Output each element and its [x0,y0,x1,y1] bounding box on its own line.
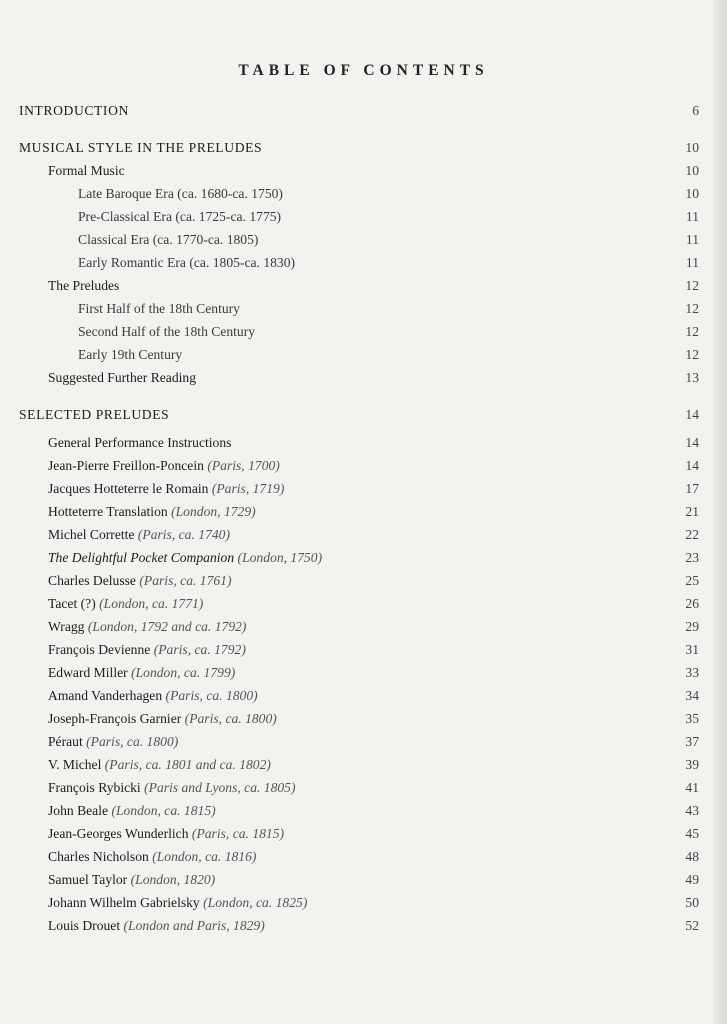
toc-entry [0,297,727,320]
toc-entry-label: Early Romantic Era (ca. 1805-ca. 1830) [78,255,296,270]
toc-entry-label [48,730,178,753]
toc-entry-location: (London, ca. 1816) [152,849,257,864]
toc-entry-location: (London and Paris, 1829) [123,918,265,933]
toc-entry-label [48,546,322,569]
toc-entry [0,592,727,615]
toc-entry-page: 12 [685,301,699,316]
toc-entry-label: Second Half of the 18th Century [78,324,256,339]
toc-entry-name: Louis Drouet [48,918,121,933]
toc-entry [0,868,727,891]
table-of-contents [0,99,727,937]
toc-entry-page: 34 [685,688,699,703]
toc-entry-label: The Preludes [48,278,120,293]
toc-entry-label: Classical Era (ca. 1770-ca. 1805) [78,232,259,247]
toc-entry-page: 29 [685,619,699,634]
toc-entry [0,159,727,182]
toc-entry-label [48,707,277,730]
toc-entry-location: (Paris, ca. 1800) [165,688,258,703]
toc-entry-page: 12 [685,324,699,339]
toc-entry-location: (Paris, 1700) [207,458,280,473]
toc-entry [0,546,727,569]
toc-entry-label [48,845,256,868]
toc-entry-name: Edward Miller [48,665,128,680]
toc-entry-label: Early 19th Century [78,347,183,362]
toc-entry-label [48,477,284,500]
toc-entry-name: Charles Nicholson [48,849,149,864]
toc-entry [0,205,727,228]
toc-entry-label: Suggested Further Reading [48,370,196,385]
toc-entry-name: Jean-Georges Wunderlich [48,826,189,841]
toc-entry-location: (London, ca. 1771) [99,596,204,611]
toc-entry-label: Formal Music [48,163,125,178]
toc-entry-location: (London, ca. 1799) [131,665,236,680]
toc-entry-label [48,868,215,891]
toc-entry [0,615,727,638]
toc-entry-page: 13 [685,370,699,385]
toc-entry-page: 21 [685,504,699,519]
toc-entry-name: Amand Vanderhagen [48,688,163,703]
toc-entry-name: Jean-Pierre Freillon-Poncein [48,458,204,473]
toc-entry-label [48,776,296,799]
toc-entry-name: V. Michel [48,757,102,772]
toc-entry-location: (Paris, ca. 1800) [184,711,277,726]
toc-entry [0,845,727,868]
toc-entry-label [48,661,235,684]
toc-entry-page: 14 [685,435,699,450]
toc-entry-name: Tacet (?) [48,596,96,611]
toc-entry [0,228,727,251]
toc-entry-label: MUSICAL STYLE IN THE PRELUDES [19,140,263,155]
toc-entry-page: 26 [685,596,699,611]
toc-entry-page: 11 [685,232,699,247]
toc-entry [0,251,727,274]
toc-entry-location: (Paris, ca. 1800) [86,734,179,749]
toc-entry [0,684,727,707]
toc-entry-location: (Paris, 1719) [211,481,285,496]
toc-entry-page: 10 [685,163,699,178]
toc-entry-label: Pre-Classical Era (ca. 1725-ca. 1775) [78,209,282,224]
toc-entry-page: 12 [685,347,699,362]
toc-entry-page: 11 [685,255,699,270]
toc-entry-name: Péraut [48,734,83,749]
toc-entry-label [48,454,280,477]
toc-entry-label: First Half of the 18th Century [78,301,240,316]
page-title: TABLE OF CONTENTS [238,62,489,79]
toc-entry [0,477,727,500]
toc-entry-name: Johann Wilhelm Gabrielsky [48,895,200,910]
toc-entry-label [48,523,230,546]
toc-entry-location: (London, 1729) [171,504,256,519]
toc-entry-page: 22 [685,527,699,542]
toc-entry [0,707,727,730]
toc-entry [0,136,727,159]
toc-entry-location: (London, ca. 1825) [203,895,308,910]
toc-entry [0,99,727,122]
toc-entry-page: 23 [685,550,699,565]
toc-entry-name: Michel Corrette [48,527,135,542]
toc-entry [0,343,727,366]
toc-entry-label: Late Baroque Era (ca. 1680-ca. 1750) [78,186,283,201]
toc-entry [0,274,727,297]
toc-entry-label: SELECTED PRELUDES [19,407,170,422]
toc-entry-location: (Paris, ca. 1740) [137,527,230,542]
toc-entry-name: John Beale [48,803,109,818]
toc-entry-page: 17 [685,481,699,496]
toc-entry-name: Charles Delusse [48,573,136,588]
toc-entry-label [48,753,271,776]
toc-entry-location: (London, ca. 1815) [111,803,216,818]
toc-entry [0,569,727,592]
toc-entry-name: François Devienne [48,642,151,657]
toc-entry-name: Joseph-François Garnier [48,711,182,726]
toc-entry-location: (London, 1792 and ca. 1792) [87,619,247,634]
toc-entry-label [48,684,258,707]
toc-entry-page: 48 [685,849,699,864]
toc-entry-page: 6 [692,103,699,118]
toc-entry-location: (Paris, ca. 1801 and ca. 1802) [104,757,271,772]
toc-entry-location: (Paris, ca. 1761) [139,573,232,588]
toc-entry-page: 39 [685,757,699,772]
toc-entry [0,454,727,477]
toc-entry-page: 50 [685,895,699,910]
toc-entry-page: 43 [685,803,699,818]
toc-entry-location: (Paris, ca. 1815) [191,826,285,841]
toc-entry [0,730,727,753]
toc-entry-page: 14 [685,458,699,473]
toc-entry-location: (Paris, ca. 1792) [153,642,246,657]
toc-entry [0,182,727,205]
toc-entry-name: Wragg [48,619,85,634]
toc-entry-label [48,638,246,661]
toc-entry-label [48,914,265,937]
toc-entry-label: INTRODUCTION [19,103,129,118]
toc-entry-name: Samuel Taylor [48,872,128,887]
toc-entry [0,523,727,546]
toc-entry [0,799,727,822]
toc-entry-label [48,799,216,822]
toc-entry [0,431,727,454]
toc-entry-page: 41 [685,780,699,795]
toc-entry-page: 49 [685,872,699,887]
toc-entry-label [48,891,307,914]
toc-entry [0,320,727,343]
toc-entry-location: (London, 1820) [130,872,216,887]
toc-entry-page: 14 [685,407,699,422]
toc-entry-page: 31 [685,642,699,657]
toc-entry-page: 10 [685,186,699,201]
toc-entry-page: 45 [685,826,699,841]
toc-entry-name: François Rybicki [48,780,141,795]
toc-entry-label [48,615,246,638]
toc-entry [0,891,727,914]
toc-entry-name: The Delightful Pocket Companion [48,550,235,565]
toc-entry [0,366,727,389]
toc-entry-location: (London, 1750) [237,550,323,565]
toc-entry [0,753,727,776]
toc-entry-label [48,500,256,523]
toc-entry-page: 11 [685,209,699,224]
toc-entry-page: 35 [685,711,699,726]
toc-entry-page: 12 [685,278,699,293]
toc-entry-label [48,822,284,845]
toc-entry [0,403,727,426]
toc-entry-page: 25 [685,573,699,588]
toc-entry [0,661,727,684]
toc-entry-name: Hotteterre Translation [48,504,168,519]
toc-entry-page: 37 [685,734,699,749]
toc-entry-page: 10 [685,140,699,155]
toc-entry [0,822,727,845]
toc-entry-label [48,569,232,592]
toc-entry-label [48,592,203,615]
toc-entry [0,776,727,799]
toc-entry-name: Jacques Hotteterre le Romain [48,481,209,496]
toc-entry-page: 33 [685,665,699,680]
toc-entry [0,500,727,523]
toc-entry-label: General Performance Instructions [48,435,232,450]
toc-entry-page: 52 [685,918,699,933]
toc-entry-location: (Paris and Lyons, ca. 1805) [144,780,296,795]
toc-entry [0,638,727,661]
toc-entry [0,914,727,937]
